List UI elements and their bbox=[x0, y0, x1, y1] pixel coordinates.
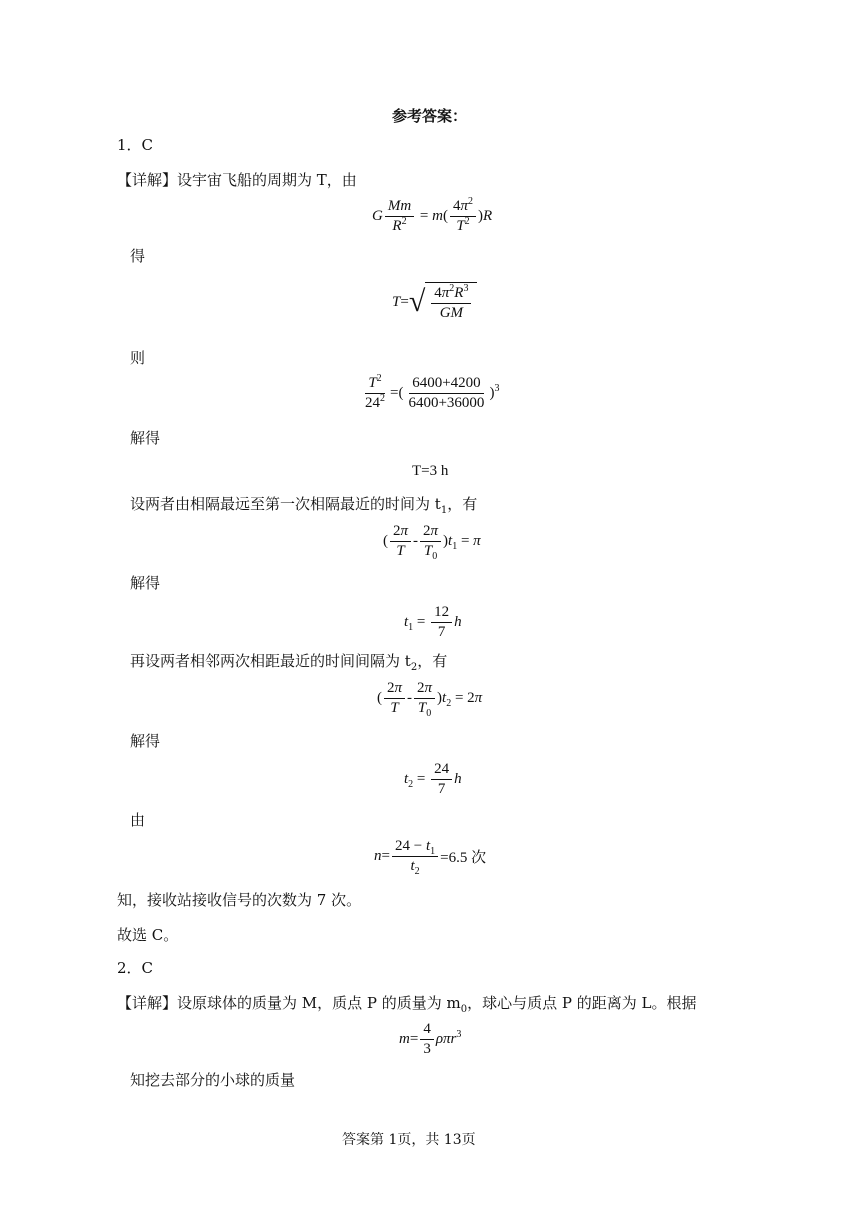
equation-t2: ( $\frac{2\pi}{T}$ - $\frac{2\pi}{T_0}$ )$t_2 = 2\pi$ bbox=[377, 680, 483, 719]
equation-n-result: =6.5 次 bbox=[440, 850, 487, 866]
q2-mass-line: 知挖去部分的小球的质量 bbox=[130, 1071, 296, 1089]
page-footer: 答案第 1页，共 13页 bbox=[342, 1132, 476, 1148]
equation-gravity: G $\frac{Mm}{R^2}$ = m ( $\frac{4\pi^2}{T^2}$ ) R bbox=[372, 196, 493, 234]
q1-answer: 1．C bbox=[117, 136, 154, 154]
equation-mass: m = $\frac{4}{3}$ ρπr$^3$ bbox=[399, 1021, 462, 1057]
q1-detail: 【详解】设宇宙飞船的周期为 T，由 bbox=[117, 171, 357, 189]
q1-choice: 故选 C。 bbox=[117, 926, 179, 944]
q1-t2-end: ，有 bbox=[417, 652, 448, 670]
equation-t2-result: $t_2$ = $\frac{24}{7}$ h bbox=[404, 761, 462, 797]
q1-de: 得 bbox=[130, 247, 146, 265]
q2-answer: 2．C bbox=[117, 959, 154, 977]
equation-t1-result: $t_1$ = $\frac{12}{7}$ h bbox=[404, 604, 462, 640]
q1-t2-text: 再设两者相邻两次相距最近的时间间隔为 t bbox=[130, 652, 411, 670]
q1-t2-sub: 2 bbox=[410, 662, 418, 673]
q1-jiede-2: 解得 bbox=[130, 574, 161, 592]
q1-t2-line bbox=[130, 651, 447, 671]
equation-t1: ( $\frac{2\pi}{T}$ - $\frac{2\pi}{T_0}$ )$t_1 = \pi$ bbox=[383, 523, 481, 562]
equation-n: n = $\frac{24 - t_1}{t_2}$ =6.5 次 bbox=[374, 838, 487, 877]
q1-t1-text: 设两者由相隔最远至第一次相隔最近的时间为 t bbox=[130, 495, 441, 513]
q1-jiede-3: 解得 bbox=[130, 732, 161, 750]
q1-t1-sub: 1 bbox=[440, 505, 448, 516]
page-title: 参考答案： bbox=[392, 107, 468, 125]
equation-ratio: $\frac{T^2}{24^2}$ =( $\frac{6400+4200}{6400+36000}$ )$^3$ bbox=[365, 373, 500, 411]
q1-conclusion: 知，接收站接收信号的次数为 7 次。 bbox=[117, 891, 362, 909]
q2-detail-text: 【详解】设原球体的质量为 M，质点 P 的质量为 m bbox=[117, 994, 461, 1012]
q1-jiede-1: 解得 bbox=[130, 429, 161, 447]
q2-detail-end: ，球心与质点 P 的距离为 L。根据 bbox=[467, 994, 697, 1012]
q1-t1-line bbox=[130, 494, 477, 514]
q1-t1-end: ，有 bbox=[447, 495, 478, 513]
equation-period: T = √ $\frac{4\pi^2R^3}{GM}$ bbox=[392, 282, 477, 322]
equation-t-result: T=3 h bbox=[412, 463, 449, 479]
q1-you: 由 bbox=[130, 811, 146, 829]
q2-detail bbox=[117, 993, 696, 1013]
q2-detail-sub: 0 bbox=[460, 1004, 468, 1015]
q1-ze: 则 bbox=[130, 349, 146, 367]
